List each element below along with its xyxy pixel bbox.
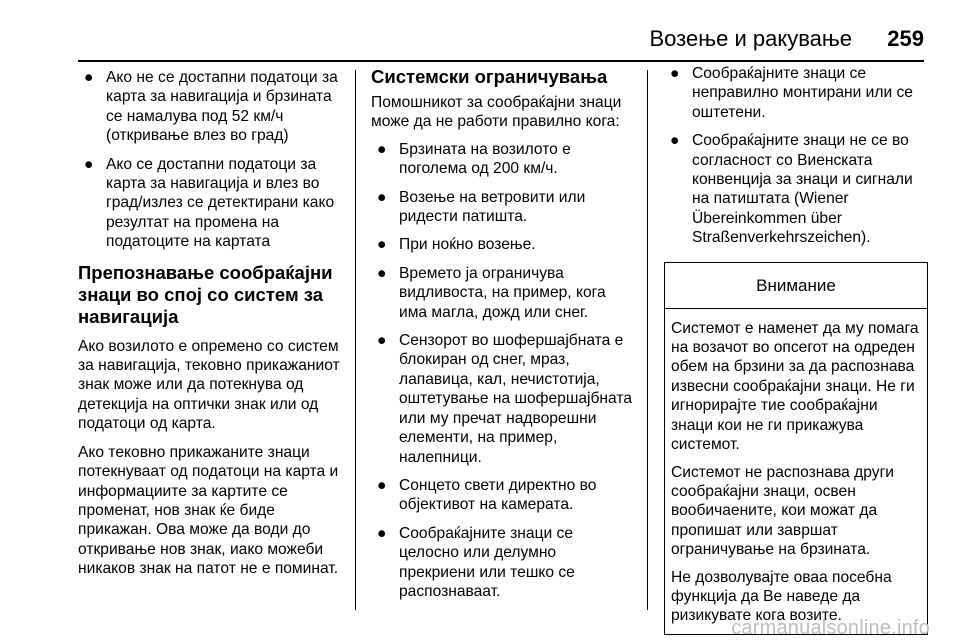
list-item: ● Ако не се достапни податоци за карта за навигација и брзината се намалува под 52 км/ч (откривање влез во град) [84, 69, 338, 145]
column-right [664, 64, 928, 635]
bullet-icon: ● [670, 65, 680, 82]
bullet-list [78, 68, 340, 252]
paragraph: Ако возилото е опремено со систем за навигација, тековно прикажаниот знак може или да потекнува од детекција на оптички знак или од податоци од карта. [78, 337, 340, 433]
watermark: carmanualsonline.info [731, 617, 930, 639]
paragraph: Системот е наменет да му помага на возачот во опсегот на одреден обем на брзини за да распознава извесни сообраќајни знаци. Не ги игнорирајте тие сообраќајни знаци кои не ги прикажува системот. [671, 319, 919, 454]
bullet-icon: ● [84, 69, 94, 86]
warning-box [664, 262, 928, 635]
list-item: ● Сообраќајните знаци се неправилно монтирани или се оштетени. [670, 65, 913, 121]
page-header [0, 24, 960, 64]
section-heading: Системски ограничувања [371, 66, 608, 87]
column-left [78, 64, 340, 588]
bullet-icon: ● [377, 476, 387, 494]
bullet-icon: ● [377, 236, 387, 254]
list-item: ● Брзината на возилото е поголема од 200 км/ч. [377, 140, 571, 178]
bullet-list [664, 64, 928, 248]
warning-body [665, 309, 927, 626]
bullet-icon: ● [377, 332, 387, 350]
paragraph: Не дозволувајте оваа посебна функција да Ве наведе да ризикувате кога возите. [671, 568, 892, 625]
warning-title: Внимание [665, 263, 927, 309]
list-item: ● Сообраќајните знаци не се во согласност со Виенската конвенција за знаци и сигнали на патиштата (Wiener Übereinkommen über Straßenverkehrszeichen). [670, 132, 913, 247]
bullet-list [371, 140, 633, 602]
list-item: ● Ако се достапни податоци за карта за навигација и влез во град/излез се детектирани како резултат на промена на податоците на картата [84, 155, 335, 251]
paragraph: Ако тековно прикажаните знаци потекнуваат од податоци на карта и информациите за картите се променат, нов знак ќе биде прикажан. Ова може да води до откривање нов знак, иако можеби никаков знак на патот не е поминат. [78, 443, 339, 578]
list-item: ● Времето ја ограничува видливоста, на пример, кога има магла, дожд или снег. [377, 264, 606, 321]
list-item: ● Сензорот во шофершајбната е блокиран од снег, мраз, лапавица, кал, нечистотија, оштетување на шофершајбната или му пречат надворешни елементи, на пример, налепници. [377, 332, 633, 466]
bullet-icon: ● [670, 132, 680, 150]
bullet-icon: ● [377, 140, 387, 158]
column-divider-2 [647, 70, 648, 610]
list-item: ● При ноќно возење. [377, 236, 536, 254]
section-heading: Препознавање сообраќајни знаци во спој со систем за навигација [78, 261, 333, 327]
paragraph: Системот не распознава други сообраќајни знаци, освен вообичаените, кои можат да пропишат или завршат ограничување на брзината. [671, 463, 894, 559]
list-item: ● Сообраќајните знаци се целосно или делумно прекриени или тешко се распознаваат. [377, 524, 575, 600]
column-middle [371, 64, 633, 610]
column-divider-1 [355, 70, 356, 610]
bullet-icon: ● [377, 188, 387, 206]
bullet-icon: ● [377, 524, 387, 542]
header-rule [78, 60, 924, 62]
bullet-icon: ● [377, 264, 387, 282]
list-item: ● Сонцето свети директно во објективот на камерата. [377, 476, 597, 514]
page-number: 259 [887, 26, 924, 51]
paragraph: Помошникот за сообраќајни знаци може да не работи правилно кога: [371, 94, 622, 131]
bullet-icon: ● [84, 155, 94, 173]
section-title: Возење и ракување [649, 26, 852, 51]
list-item: ● Возење на ветровити или ридести патишта. [377, 188, 586, 226]
